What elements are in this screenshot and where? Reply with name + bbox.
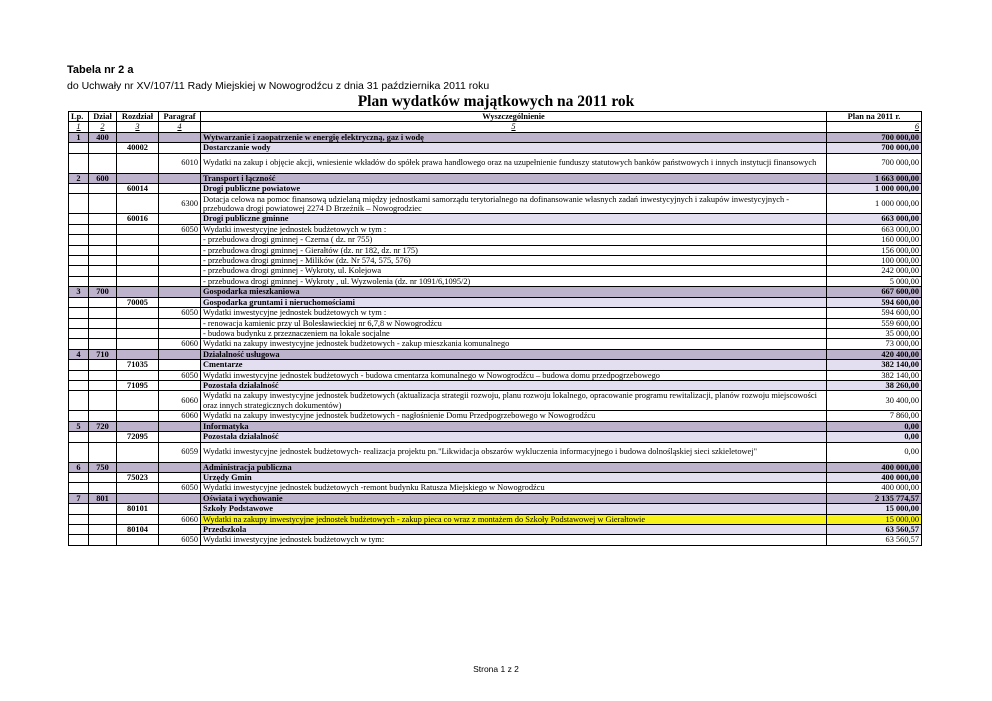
row-rozdzial bbox=[117, 493, 159, 503]
row-lp bbox=[69, 380, 89, 390]
row-lp bbox=[69, 184, 89, 194]
row-description: Wydatki na zakupy inwestycyjne jednostek budżetowych (aktualizacja strategii rozwoju, planu rozwoju lokalnego, opracowanie programu rewitalizacji, planów rozwoju miejscowości oraz innych strategicznych dokumentów) bbox=[201, 391, 827, 411]
row-dzial bbox=[89, 328, 117, 338]
row-paragraf: 6050 bbox=[159, 370, 201, 380]
row-dzial bbox=[89, 535, 117, 545]
row-dzial bbox=[89, 380, 117, 390]
row-paragraf: 6059 bbox=[159, 442, 201, 462]
table-row bbox=[69, 194, 922, 214]
row-rozdzial bbox=[117, 421, 159, 431]
expenditure-table bbox=[68, 111, 922, 546]
row-plan-amount: 0,00 bbox=[827, 442, 922, 462]
row-paragraf bbox=[159, 287, 201, 297]
row-lp bbox=[69, 483, 89, 493]
row-dzial: 801 bbox=[89, 493, 117, 503]
table-row bbox=[69, 153, 922, 173]
row-paragraf bbox=[159, 235, 201, 245]
row-rozdzial bbox=[117, 411, 159, 421]
row-description: Wytwarzanie i zaopatrzenie w energię elektryczną, gaz i wodę bbox=[201, 132, 827, 142]
col-index: 2 bbox=[89, 122, 117, 132]
subsection-row bbox=[69, 214, 922, 224]
row-dzial bbox=[89, 370, 117, 380]
row-dzial bbox=[89, 194, 117, 214]
row-paragraf bbox=[159, 256, 201, 266]
row-paragraf bbox=[159, 276, 201, 286]
col-header-dzial: Dział bbox=[89, 112, 117, 122]
row-plan-amount: 663 000,00 bbox=[827, 214, 922, 224]
row-plan-amount: 63 560,57 bbox=[827, 535, 922, 545]
row-description: Pozostała działalność bbox=[201, 432, 827, 442]
row-lp bbox=[69, 297, 89, 307]
row-paragraf bbox=[159, 132, 201, 142]
row-paragraf bbox=[159, 214, 201, 224]
row-paragraf bbox=[159, 493, 201, 503]
row-paragraf bbox=[159, 421, 201, 431]
section-row bbox=[69, 287, 922, 297]
row-description: Informatyka bbox=[201, 421, 827, 431]
table-header-row bbox=[69, 112, 922, 122]
row-description: Wydatki inwestycyjne jednostek budżetowych w tym: bbox=[201, 535, 827, 545]
row-lp bbox=[69, 432, 89, 442]
row-rozdzial bbox=[117, 308, 159, 318]
row-rozdzial bbox=[117, 245, 159, 255]
table-row bbox=[69, 535, 922, 545]
page-title: Plan wydatków majątkowych na 2011 rok bbox=[357, 93, 635, 110]
column-index-row bbox=[69, 122, 922, 132]
table-row bbox=[69, 328, 922, 338]
row-plan-amount: 700 000,00 bbox=[827, 132, 922, 142]
row-paragraf bbox=[159, 432, 201, 442]
col-header-opis: Wyszczególnienie bbox=[201, 112, 827, 122]
row-paragraf bbox=[159, 184, 201, 194]
row-paragraf: 6050 bbox=[159, 483, 201, 493]
row-paragraf: 6060 bbox=[159, 339, 201, 349]
row-rozdzial: 71035 bbox=[117, 360, 159, 370]
row-lp bbox=[69, 276, 89, 286]
row-description: Administracja publiczna bbox=[201, 462, 827, 472]
row-plan-amount: 2 135 774,57 bbox=[827, 493, 922, 503]
subsection-row bbox=[69, 380, 922, 390]
row-rozdzial: 75023 bbox=[117, 472, 159, 482]
row-plan-amount: 63 560,57 bbox=[827, 525, 922, 535]
subsection-row bbox=[69, 504, 922, 514]
row-plan-amount: 5 000,00 bbox=[827, 276, 922, 286]
row-plan-amount: 100 000,00 bbox=[827, 256, 922, 266]
row-rozdzial: 60016 bbox=[117, 214, 159, 224]
row-dzial bbox=[89, 432, 117, 442]
row-lp: 1 bbox=[69, 132, 89, 142]
row-plan-amount: 38 260,00 bbox=[827, 380, 922, 390]
row-plan-amount: 1 000 000,00 bbox=[827, 184, 922, 194]
row-paragraf bbox=[159, 318, 201, 328]
section-row bbox=[69, 421, 922, 431]
table-row bbox=[69, 318, 922, 328]
resolution-reference: do Uchwały nr XV/107/11 Rady Miejskiej w Nowogrodźcu z dnia 31 października 2011 roku bbox=[67, 80, 490, 92]
col-header-paragraf: Paragraf bbox=[159, 112, 201, 122]
table-row bbox=[69, 411, 922, 421]
row-rozdzial bbox=[117, 483, 159, 493]
row-description: - przebudowa drogi gminnej - Gierałtów (dz. nr 182, dz. nr 175) bbox=[201, 245, 827, 255]
col-index: 3 bbox=[117, 122, 159, 132]
row-rozdzial bbox=[117, 514, 159, 524]
row-plan-amount: 700 000,00 bbox=[827, 143, 922, 153]
subsection-row bbox=[69, 184, 922, 194]
table-row bbox=[69, 442, 922, 462]
row-lp: 3 bbox=[69, 287, 89, 297]
row-description: Przedszkola bbox=[201, 525, 827, 535]
row-dzial bbox=[89, 514, 117, 524]
row-lp: 2 bbox=[69, 173, 89, 183]
row-description: Szkoły Podstawowe bbox=[201, 504, 827, 514]
row-lp bbox=[69, 525, 89, 535]
section-row bbox=[69, 132, 922, 142]
page-footer: Strona 1 z 2 bbox=[473, 664, 519, 674]
table-row bbox=[69, 256, 922, 266]
row-lp bbox=[69, 308, 89, 318]
row-description: Wydatki inwestycyjne jednostek budżetowych- realizacja projektu pn."Likwidacja obszarów wykluczenia informacyjnego i budowa dolnośląskiej sieci szkieletowej" bbox=[201, 442, 827, 462]
row-rozdzial bbox=[117, 391, 159, 411]
row-description: Wydatki na zakup i objęcie akcji, wniesienie wkładów do spółek prawa handlowego oraz na uzupełnienie funduszy statutowych banków państwowych i innych instytucji finansowych bbox=[201, 153, 827, 173]
subsection-row bbox=[69, 472, 922, 482]
row-rozdzial bbox=[117, 318, 159, 328]
row-rozdzial: 60014 bbox=[117, 184, 159, 194]
row-paragraf bbox=[159, 328, 201, 338]
col-header-plan: Plan na 2011 r. bbox=[827, 112, 922, 122]
col-header-lp: Lp. bbox=[69, 112, 89, 122]
table-row bbox=[69, 266, 922, 276]
row-plan-amount: 663 000,00 bbox=[827, 224, 922, 234]
row-plan-amount: 73 000,00 bbox=[827, 339, 922, 349]
row-rozdzial: 71095 bbox=[117, 380, 159, 390]
row-lp bbox=[69, 318, 89, 328]
row-rozdzial bbox=[117, 276, 159, 286]
row-paragraf: 6060 bbox=[159, 514, 201, 524]
row-plan-amount: 35 000,00 bbox=[827, 328, 922, 338]
row-plan-amount: 1 000 000,00 bbox=[827, 194, 922, 214]
row-description: Pozostała działalność bbox=[201, 380, 827, 390]
row-description: - przebudowa drogi gminnej - Milików (dz. Nr 574, 575, 576) bbox=[201, 256, 827, 266]
row-lp bbox=[69, 266, 89, 276]
row-plan-amount: 594 600,00 bbox=[827, 308, 922, 318]
row-rozdzial bbox=[117, 287, 159, 297]
table-row bbox=[69, 339, 922, 349]
row-description: Urzędy Gmin bbox=[201, 472, 827, 482]
row-lp: 6 bbox=[69, 462, 89, 472]
row-rozdzial bbox=[117, 235, 159, 245]
row-lp bbox=[69, 411, 89, 421]
row-plan-amount: 400 000,00 bbox=[827, 462, 922, 472]
row-paragraf: 6050 bbox=[159, 224, 201, 234]
row-dzial bbox=[89, 339, 117, 349]
row-rozdzial bbox=[117, 132, 159, 142]
row-paragraf bbox=[159, 472, 201, 482]
row-dzial bbox=[89, 360, 117, 370]
section-row bbox=[69, 462, 922, 472]
row-rozdzial: 80101 bbox=[117, 504, 159, 514]
row-dzial: 710 bbox=[89, 349, 117, 359]
row-description: Transport i łączność bbox=[201, 173, 827, 183]
row-paragraf: 6050 bbox=[159, 308, 201, 318]
row-description: Wydatki na zakupy inwestycyjne jednostek budżetowych - nagłośnienie Domu Przedpogrzebowego w Nowogrodźcu bbox=[201, 411, 827, 421]
row-dzial bbox=[89, 297, 117, 307]
row-rozdzial bbox=[117, 153, 159, 173]
row-description: Oświata i wychowanie bbox=[201, 493, 827, 503]
row-dzial: 720 bbox=[89, 421, 117, 431]
col-index: 1 bbox=[69, 122, 89, 132]
row-dzial bbox=[89, 245, 117, 255]
row-lp bbox=[69, 224, 89, 234]
table-row bbox=[69, 370, 922, 380]
row-rozdzial bbox=[117, 370, 159, 380]
row-description: - budowa budynku z przeznaczeniem na lokale socjalne bbox=[201, 328, 827, 338]
row-lp bbox=[69, 194, 89, 214]
row-rozdzial bbox=[117, 266, 159, 276]
row-plan-amount: 1 663 000,00 bbox=[827, 173, 922, 183]
row-paragraf bbox=[159, 245, 201, 255]
row-description: Wydatki inwestycyjne jednostek budżetowych w tym : bbox=[201, 308, 827, 318]
row-paragraf: 6060 bbox=[159, 391, 201, 411]
row-dzial bbox=[89, 153, 117, 173]
row-lp bbox=[69, 370, 89, 380]
row-dzial bbox=[89, 308, 117, 318]
row-plan-amount: 559 600,00 bbox=[827, 318, 922, 328]
col-index: 4 bbox=[159, 122, 201, 132]
row-lp bbox=[69, 514, 89, 524]
row-paragraf bbox=[159, 462, 201, 472]
row-plan-amount: 242 000,00 bbox=[827, 266, 922, 276]
row-rozdzial bbox=[117, 194, 159, 214]
row-lp bbox=[69, 535, 89, 545]
row-lp bbox=[69, 472, 89, 482]
row-paragraf: 6300 bbox=[159, 194, 201, 214]
row-lp bbox=[69, 360, 89, 370]
row-rozdzial bbox=[117, 535, 159, 545]
row-description: Cmentarze bbox=[201, 360, 827, 370]
row-lp bbox=[69, 153, 89, 173]
row-rozdzial bbox=[117, 173, 159, 183]
col-index: 6 bbox=[827, 122, 922, 132]
row-paragraf bbox=[159, 504, 201, 514]
subsection-row bbox=[69, 432, 922, 442]
row-paragraf bbox=[159, 349, 201, 359]
row-plan-amount: 594 600,00 bbox=[827, 297, 922, 307]
row-paragraf: 6050 bbox=[159, 535, 201, 545]
row-dzial bbox=[89, 276, 117, 286]
row-dzial bbox=[89, 504, 117, 514]
row-dzial bbox=[89, 391, 117, 411]
row-dzial: 400 bbox=[89, 132, 117, 142]
row-dzial bbox=[89, 483, 117, 493]
row-rozdzial: 40002 bbox=[117, 143, 159, 153]
row-paragraf bbox=[159, 143, 201, 153]
row-plan-amount: 0,00 bbox=[827, 432, 922, 442]
row-description: - przebudowa drogi gminnej - Wykroty, ul. Kolejowa bbox=[201, 266, 827, 276]
col-index: 5 bbox=[201, 122, 827, 132]
row-plan-amount: 15 000,00 bbox=[827, 514, 922, 524]
row-dzial bbox=[89, 184, 117, 194]
table-body bbox=[69, 132, 922, 545]
row-plan-amount: 0,00 bbox=[827, 421, 922, 431]
row-plan-amount: 382 140,00 bbox=[827, 370, 922, 380]
row-dzial: 700 bbox=[89, 287, 117, 297]
row-dzial bbox=[89, 411, 117, 421]
col-header-rozdzial: Rozdział bbox=[117, 112, 159, 122]
row-description: Działalność usługowa bbox=[201, 349, 827, 359]
table-row bbox=[69, 276, 922, 286]
section-row bbox=[69, 349, 922, 359]
subsection-row bbox=[69, 360, 922, 370]
row-paragraf bbox=[159, 297, 201, 307]
row-plan-amount: 156 000,00 bbox=[827, 245, 922, 255]
row-description: - renowacja kamienic przy ul Bolesławieckiej nr 6,7,8 w Nowogrodźcu bbox=[201, 318, 827, 328]
row-lp: 5 bbox=[69, 421, 89, 431]
row-dzial bbox=[89, 235, 117, 245]
row-lp bbox=[69, 214, 89, 224]
table-row bbox=[69, 224, 922, 234]
row-rozdzial: 72095 bbox=[117, 432, 159, 442]
row-lp bbox=[69, 235, 89, 245]
row-description: Dotacja celowa na pomoc finansową udzielaną między jednostkami samorządu terytorialnego na dofinansowanie własnych zadań inwestycyjnych i zakupów inwestycyjnych - przebudowa drogi powiatowej 2274 D Brzeźnik – Nowogrodziec bbox=[201, 194, 827, 214]
row-lp bbox=[69, 504, 89, 514]
subsection-row bbox=[69, 297, 922, 307]
table-row bbox=[69, 235, 922, 245]
row-rozdzial bbox=[117, 442, 159, 462]
table-number: Tabela nr 2 a bbox=[67, 64, 134, 76]
row-lp: 4 bbox=[69, 349, 89, 359]
table-row bbox=[69, 308, 922, 318]
subsection-row bbox=[69, 143, 922, 153]
row-dzial bbox=[89, 442, 117, 462]
row-description: - przebudowa drogi gminnej - Czerna ( dz. nr 755) bbox=[201, 235, 827, 245]
row-lp bbox=[69, 339, 89, 349]
row-lp bbox=[69, 442, 89, 462]
row-dzial bbox=[89, 266, 117, 276]
row-dzial bbox=[89, 214, 117, 224]
row-lp bbox=[69, 245, 89, 255]
row-description: Gospodarka gruntami i nieruchomościami bbox=[201, 297, 827, 307]
subsection-row bbox=[69, 525, 922, 535]
row-description: - przebudowa drogi gminnej - Wykroty , ul. Wyzwolenia (dz. nr 1091/6,1095/2) bbox=[201, 276, 827, 286]
row-description: Drogi publiczne powiatowe bbox=[201, 184, 827, 194]
row-dzial: 600 bbox=[89, 173, 117, 183]
row-rozdzial bbox=[117, 224, 159, 234]
row-plan-amount: 400 000,00 bbox=[827, 483, 922, 493]
row-description: Wydatki inwestycyjne jednostek budżetowych - budowa cmentarza komunalnego w Nowogrodźcu – budowa domu przedpogrzebowego bbox=[201, 370, 827, 380]
row-plan-amount: 160 000,00 bbox=[827, 235, 922, 245]
row-paragraf bbox=[159, 525, 201, 535]
table-row bbox=[69, 391, 922, 411]
row-paragraf: 6060 bbox=[159, 411, 201, 421]
table-row bbox=[69, 245, 922, 255]
row-description: Wydatki na zakupy inwestycyjne jednostek budżetowych - zakup mieszkania komunalnego bbox=[201, 339, 827, 349]
row-rozdzial bbox=[117, 349, 159, 359]
row-description: Gospodarka mieszkaniowa bbox=[201, 287, 827, 297]
row-dzial bbox=[89, 472, 117, 482]
row-dzial bbox=[89, 318, 117, 328]
row-rozdzial: 70005 bbox=[117, 297, 159, 307]
row-plan-amount: 700 000,00 bbox=[827, 153, 922, 173]
row-lp bbox=[69, 391, 89, 411]
row-dzial bbox=[89, 525, 117, 535]
row-dzial bbox=[89, 143, 117, 153]
row-lp: 7 bbox=[69, 493, 89, 503]
row-plan-amount: 15 000,00 bbox=[827, 504, 922, 514]
row-description: Wydatki inwestycyjne jednostek budżetowych w tym : bbox=[201, 224, 827, 234]
section-row bbox=[69, 493, 922, 503]
row-description: Dostarczanie wody bbox=[201, 143, 827, 153]
row-paragraf bbox=[159, 173, 201, 183]
section-row bbox=[69, 173, 922, 183]
row-rozdzial bbox=[117, 462, 159, 472]
row-plan-amount: 667 600,00 bbox=[827, 287, 922, 297]
row-rozdzial: 80104 bbox=[117, 525, 159, 535]
table-row bbox=[69, 483, 922, 493]
row-dzial bbox=[89, 224, 117, 234]
row-paragraf bbox=[159, 266, 201, 276]
row-lp bbox=[69, 328, 89, 338]
row-description: Drogi publiczne gminne bbox=[201, 214, 827, 224]
row-plan-amount: 420 400,00 bbox=[827, 349, 922, 359]
row-dzial: 750 bbox=[89, 462, 117, 472]
row-lp bbox=[69, 256, 89, 266]
row-lp bbox=[69, 143, 89, 153]
row-plan-amount: 7 860,00 bbox=[827, 411, 922, 421]
row-dzial bbox=[89, 256, 117, 266]
row-plan-amount: 382 140,00 bbox=[827, 360, 922, 370]
row-paragraf bbox=[159, 360, 201, 370]
row-paragraf: 6010 bbox=[159, 153, 201, 173]
row-plan-amount: 400 000,00 bbox=[827, 472, 922, 482]
row-description: Wydatki inwestycyjne jednostek budżetowych -remont budynku Ratusza Miejskiego w Nowogrodźcu bbox=[201, 483, 827, 493]
row-rozdzial bbox=[117, 328, 159, 338]
row-plan-amount: 30 400,00 bbox=[827, 391, 922, 411]
row-paragraf bbox=[159, 380, 201, 390]
row-rozdzial bbox=[117, 339, 159, 349]
row-description: Wydatki na zakupy inwestycyjne jednostek budżetowych - zakup pieca co wraz z montażem do Szkoły Podstawowej w Gierałtowie bbox=[201, 514, 827, 524]
table-row bbox=[69, 514, 922, 524]
row-rozdzial bbox=[117, 256, 159, 266]
